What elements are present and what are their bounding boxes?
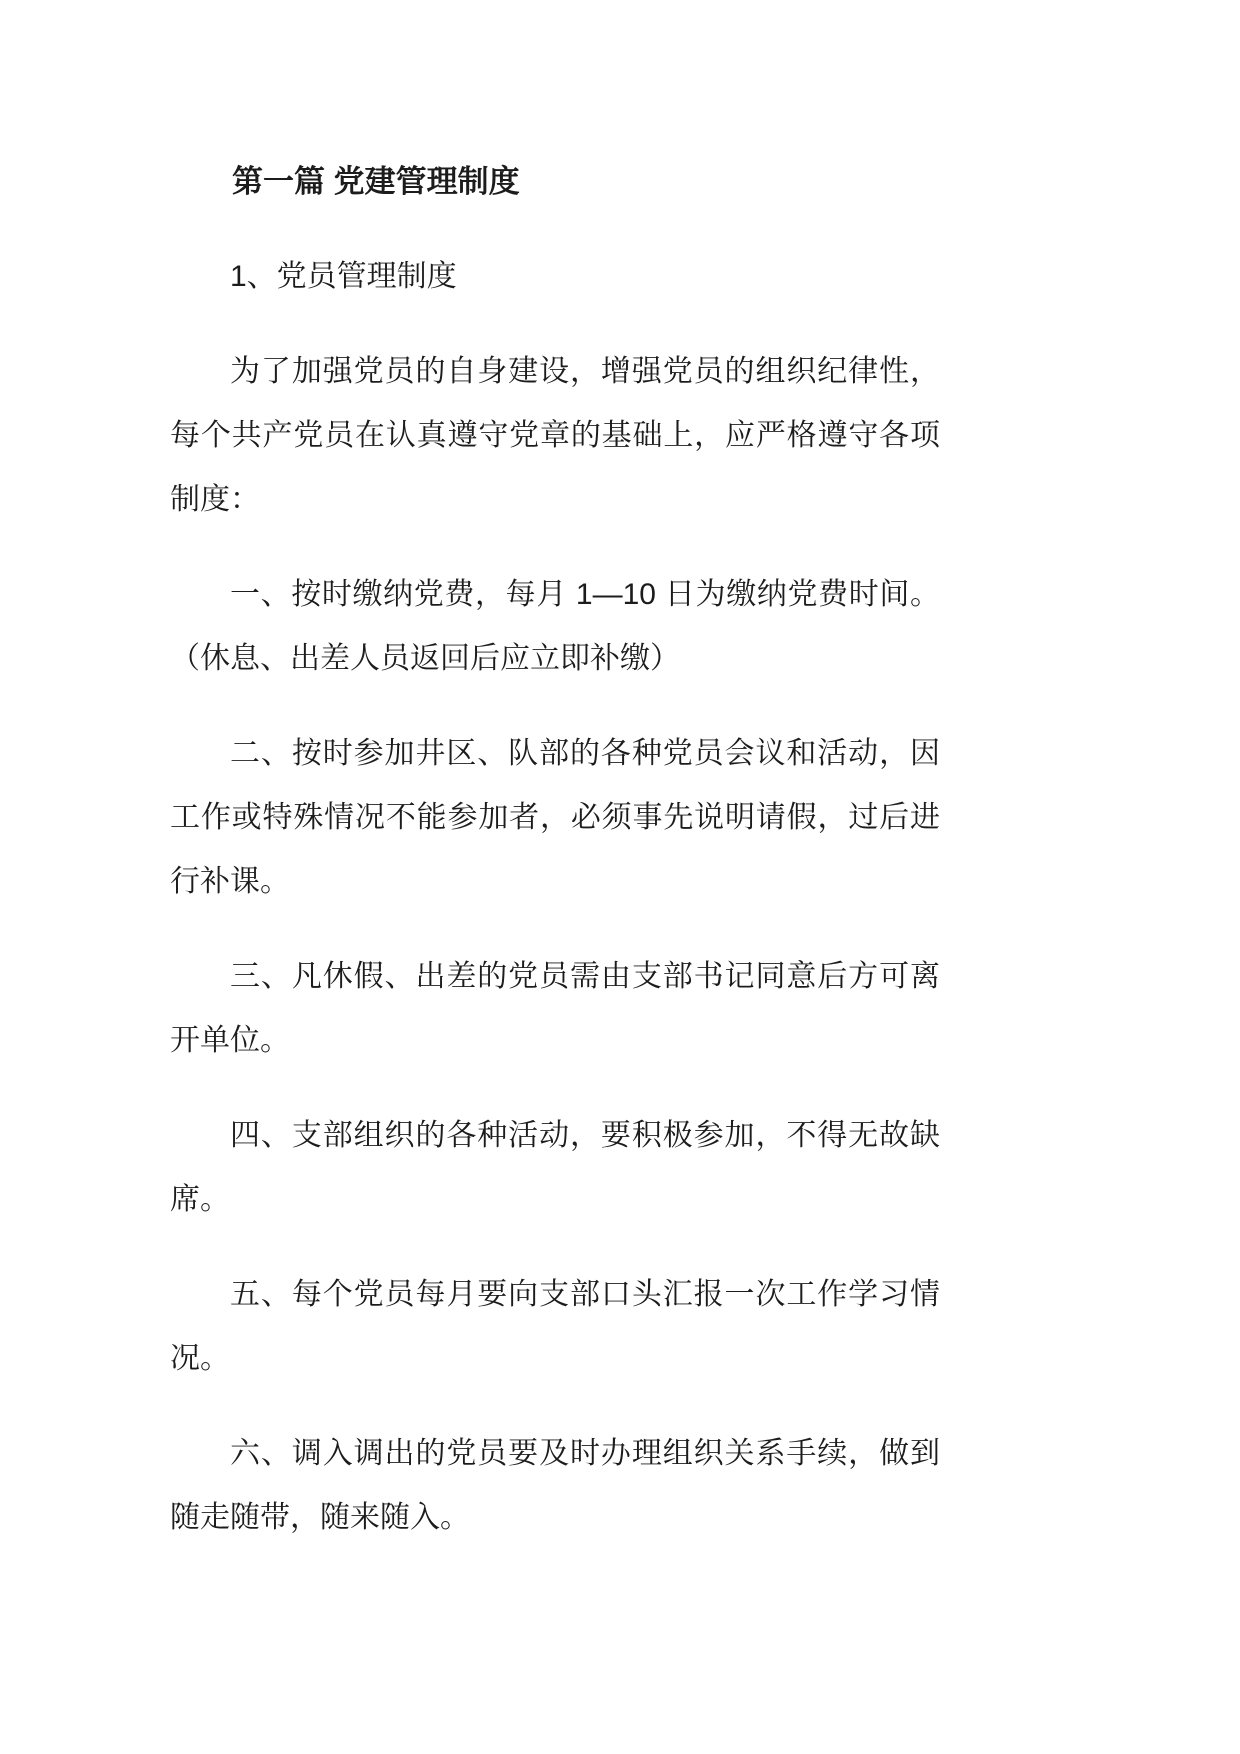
document-body [170, 340, 940, 1550]
paragraph-1: 为了加强党员的自身建设，增强党员的组织纪律性，每个共产党员在认真遵守党章的基础上，应严格遵守各项制度： [170, 355, 940, 516]
section-heading: 1、党员管理制度 [230, 260, 457, 293]
paragraph-3: 二、按时参加井区、队部的各种党员会议和活动，因工作或特殊情况不能参加者，必须事先说明请假，过后进行补课。 [170, 737, 940, 898]
document-title: 第一篇 党建管理制度 [232, 164, 520, 199]
paragraph-6: 五、每个党员每月要向支部口头汇报一次工作学习情况。 [170, 1278, 940, 1375]
paragraph-7: 六、调入调出的党员要及时办理组织关系手续，做到随走随带，随来随入。 [170, 1437, 940, 1534]
paragraph-2: 一、按时缴纳党费，每月 1—10 日为缴纳党费时间。（休息、出差人员返回后应立即补缴） [170, 578, 940, 675]
paragraph-5: 四、支部组织的各种活动，要积极参加，不得无故缺席。 [170, 1119, 940, 1216]
paragraph-4: 三、凡休假、出差的党员需由支部书记同意后方可离开单位。 [170, 960, 940, 1057]
